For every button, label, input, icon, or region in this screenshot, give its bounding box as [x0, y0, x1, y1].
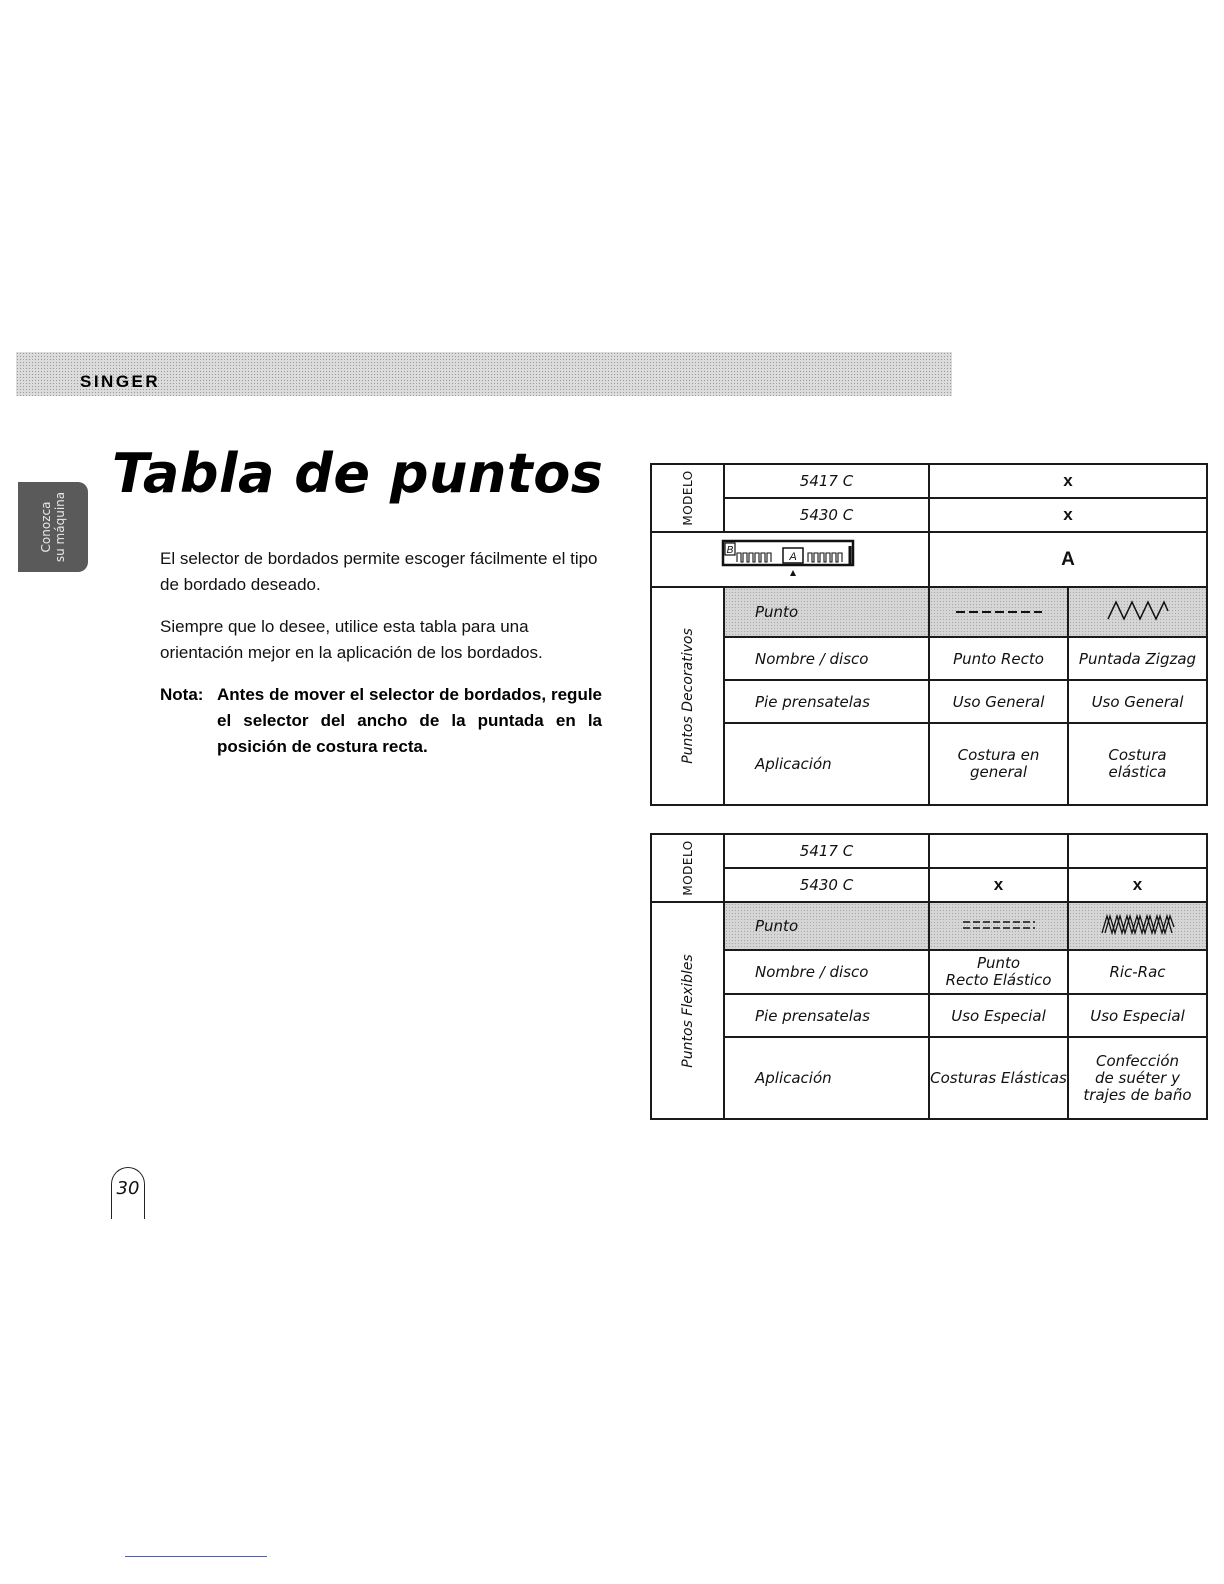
model-mark: x [929, 868, 1068, 902]
ric-rac-stitch-symbol [1068, 902, 1207, 950]
application-line: trajes de baño [1083, 1085, 1192, 1104]
section-label: Puntos Flexibles [679, 953, 696, 1068]
stitch-name: Puntada Zigzag [1068, 637, 1207, 680]
application: Costuras Elásticas [929, 1037, 1068, 1119]
model-name: 5417 C [724, 464, 929, 498]
application-line: elástica [1108, 763, 1167, 781]
row-label-pie: Pie prensatelas [724, 994, 929, 1037]
section-label-cell [651, 587, 724, 805]
row-label-aplicacion: Aplicación [724, 723, 929, 805]
application [1068, 723, 1207, 805]
application [1068, 1037, 1207, 1119]
row-label-punto: Punto [724, 587, 929, 637]
model-label: MODELO [680, 470, 695, 526]
presser-foot: Uso Especial [1068, 994, 1207, 1037]
section-tab-line2: su máquina [53, 491, 67, 563]
section-tab-line1: Conozca [39, 501, 53, 553]
row-label-nombre: Nombre / disco [724, 637, 929, 680]
stitch-name-line: Punto [976, 954, 1021, 972]
presser-foot: Uso General [1068, 680, 1207, 723]
page-title: Tabla de puntos [112, 442, 604, 505]
note-label: Nota: [160, 685, 204, 704]
intro-paragraph-2: Siempre que lo desee, utilice esta tabla para una orientación mejor en la aplicación de los bordados. [160, 617, 543, 662]
row-label-punto: Punto [724, 902, 929, 950]
stitch-name: Ric-Rac [1068, 950, 1207, 994]
section-label: Puntos Decorativos [679, 628, 696, 764]
model-mark [929, 834, 1068, 868]
selector-letter-b: B [726, 544, 734, 556]
application-line: de suéter y [1095, 1068, 1180, 1087]
note-text: Antes de mover el selector de bordados, regule el selector del ancho de la puntada en la posición de costura recta. [217, 685, 602, 756]
presser-foot: Uso Especial [929, 994, 1068, 1037]
model-label: MODELO [680, 840, 695, 896]
selector-diagram-cell [651, 532, 929, 587]
row-label-aplicacion: Aplicación [724, 1037, 929, 1119]
model-mark: x [929, 464, 1207, 498]
section-tab [18, 482, 88, 572]
model-name: 5417 C [724, 834, 929, 868]
stitch-table-decorative [650, 463, 1208, 806]
selector-dial-illustration [720, 538, 860, 578]
model-label-cell [651, 834, 724, 902]
stitch-name [929, 950, 1068, 994]
model-mark: x [929, 498, 1207, 532]
footer-rule [125, 1556, 267, 1557]
intro-paragraph-1: El selector de bordados permite escoger fácilmente el tipo de bordado deseado. [160, 549, 598, 594]
application [929, 723, 1068, 805]
model-name: 5430 C [724, 868, 929, 902]
row-label-nombre: Nombre / disco [724, 950, 929, 994]
application-line: Costura [1108, 746, 1167, 764]
note-block [160, 682, 602, 760]
model-mark: x [1068, 868, 1207, 902]
page-number: 30 [111, 1167, 145, 1219]
selector-letter-a: A [789, 550, 797, 563]
model-label-cell [651, 464, 724, 532]
application-line: general [969, 763, 1027, 781]
model-name: 5430 C [724, 498, 929, 532]
stitch-table-flexible [650, 833, 1208, 1120]
selector-setting: A [929, 532, 1207, 587]
row-label-pie: Pie prensatelas [724, 680, 929, 723]
model-mark [1068, 834, 1207, 868]
stretch-straight-stitch-symbol [929, 902, 1068, 950]
application-line: Costura en [957, 746, 1040, 764]
brand-logo: SINGER [80, 372, 161, 391]
straight-stitch-symbol [929, 587, 1068, 637]
zigzag-stitch-symbol [1068, 587, 1207, 637]
application-line: Confección [1095, 1051, 1179, 1070]
stitch-name: Punto Recto [929, 637, 1068, 680]
presser-foot: Uso General [929, 680, 1068, 723]
section-label-cell [651, 902, 724, 1119]
stitch-name-line: Recto Elástico [945, 971, 1052, 989]
